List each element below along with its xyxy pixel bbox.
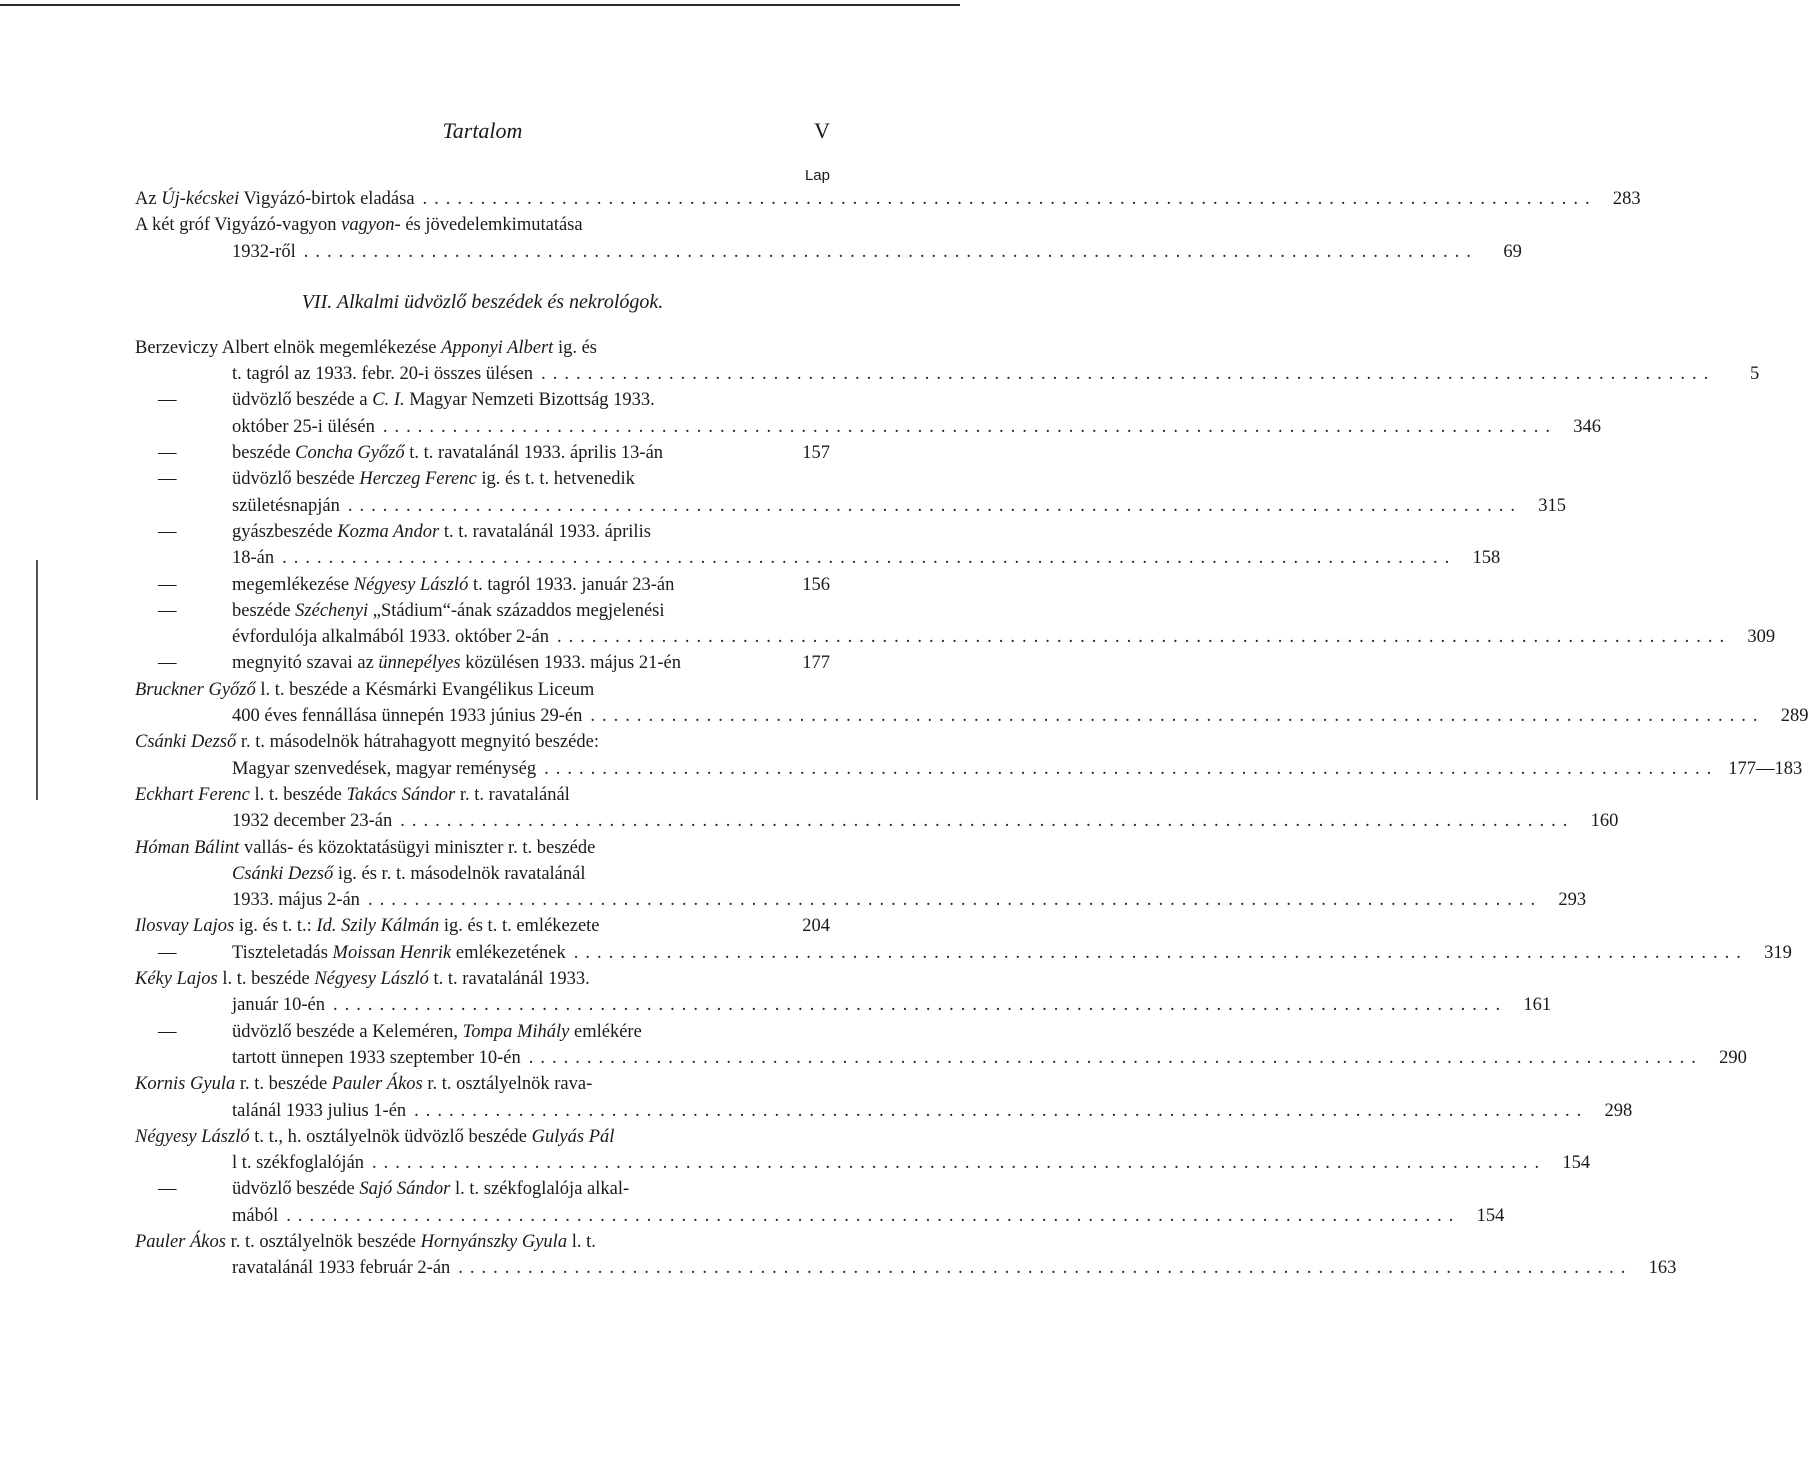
toc-entry-page: 319 [1764,942,1792,963]
dot-leader [375,414,1557,440]
top-border-line [0,4,960,6]
page-number: V [814,118,830,143]
toc-entry [135,1045,1747,1071]
dot-leader [521,1045,1703,1071]
spacer [614,1124,786,1150]
toc-entry-text: — Tiszteletadás Moissan Henrik emlékezetének [158,940,566,966]
spacer [135,265,830,279]
toc-entry [135,861,830,887]
toc-entry-text: január 10-én [232,995,325,1016]
toc-entry-text: Négyesy László t. t., h. osztályelnök üdvözlő beszéde Gulyás Pál [135,1126,615,1147]
spacer [597,335,786,361]
toc-entry [135,1071,830,1097]
toc-entry-text: évfordulója alkalmából 1933. október 2-án [232,627,549,648]
toc-entry [135,940,1792,966]
toc-entry-page: 289 [1780,706,1809,727]
toc-entry-page: 283 [1612,189,1641,209]
toc-entry-page: 69 [1503,241,1522,262]
toc-entry-text: A két gróf Vigyázó-vagyon vagyon- és jövedelemkimutatása [135,215,583,236]
toc-entry-text: Csánki Dezső r. t. másodelnök hátrahagyott megnyitó beszéde: [135,732,599,753]
toc-entry-text: 400 éves fennállása ünnepén 1933 június 29-én [232,706,583,727]
toc-entry [135,624,1776,650]
toc-entry-page [786,598,830,624]
margin-line [36,560,38,800]
toc-entry-page: 298 [1604,1100,1633,1121]
toc-entry [135,887,1587,913]
toc-entry-page: 290 [1719,1047,1747,1068]
toc-entry-page [786,387,830,413]
toc-entry-text: — üdvözlő beszéde Sajó Sándor l. t. székfoglalója alkal- [158,1176,629,1202]
toc-entry-page: 5 [1749,364,1760,385]
toc-entry-text: — megnyitó szavai az ünnepélyes közülésen 1933. május 21-én [158,650,681,676]
toc-entry-text: születésnapján [232,495,340,516]
spacer [635,466,786,492]
dot-leader [406,1098,1588,1124]
toc-entry [135,440,830,466]
toc-entry [135,650,830,676]
spacer [681,650,786,676]
toc-entry-text: — megemlékezése Négyesy László t. tagról 1933. január 23-án [158,572,674,598]
dot-leader [364,1150,1546,1176]
toc-entry [135,966,830,992]
toc-entry-text: — üdvözlő beszéde Herczeg Ferenc ig. és t. t. hetvenedik [158,466,635,492]
section-heading [135,285,830,319]
toc-entry-page [786,782,830,808]
toc-entry-text: — üdvözlő beszéde a C. I. Magyar Nemzeti Bizottság 1933. [158,387,655,413]
spacer [596,1229,786,1255]
toc-entry-page: 154 [1476,1205,1505,1226]
toc-entry-text: Pauler Ákos r. t. osztályelnök beszéde Hornyánszky Gyula l. t. [135,1231,596,1252]
toc-entry-page [786,466,830,492]
toc-entry-text: Ilosvay Lajos ig. és t. t.: Id. Szily Kálmán ig. és t. t. emlékezete [135,916,600,937]
toc-entry-page: 161 [1523,995,1552,1016]
toc-group-a [135,186,1641,265]
dot-leader [360,887,1542,913]
spacer [663,440,786,466]
toc-entry-text: — gyászbeszéde Kozma Andor t. t. ravatalánál 1933. április [158,519,651,545]
toc-entry [135,677,830,703]
toc-entry [135,387,830,413]
spacer [600,913,786,939]
spacer [594,677,786,703]
toc-group-b [135,335,1809,1282]
toc-entry [135,239,1522,265]
toc-entry-page [786,1176,830,1202]
toc-entry [135,598,830,624]
toc-entry-text: Bruckner Győző l. t. beszéde a Késmárki Evangélikus Liceum [135,679,595,700]
toc-entry [135,414,1601,440]
toc-entry-page: 154 [1562,1153,1591,1174]
toc-entry-text: — üdvözlő beszéde a Keleméren, Tompa Mihály emlékére [158,1019,642,1045]
spacer [586,861,787,887]
toc-entry [135,1098,1633,1124]
toc-entry-page: 346 [1573,416,1601,437]
dot-leader [536,756,1718,782]
toc-entry-page: 177—183 [1728,758,1803,779]
toc-entries [135,186,1809,1282]
dot-leader [566,940,1748,966]
toc-entry [135,1176,830,1202]
toc-entry-page: 160 [1590,811,1619,832]
dot-leader [392,808,1574,834]
toc-entry [135,466,830,492]
spacer [665,598,786,624]
page-title: Tartalom [442,118,523,143]
toc-entry [135,782,830,808]
toc-entry-page [786,835,830,861]
toc-entry-text: — beszéde Széchenyi „Stádium“-ának századdos megjelenési [158,598,665,624]
page-column-label: Lap [804,167,830,184]
spacer [595,835,786,861]
toc-entry-text: Kéky Lajos l. t. beszéde Négyesy László t. t. ravatalánál 1933. [135,969,590,990]
toc-entry-text: t. tagról az 1933. febr. 20-i összes ülésen [232,364,534,385]
toc-entry-text: 18-án [232,548,275,569]
toc-entry [135,572,830,598]
page-header [135,118,830,148]
toc-entry [135,835,830,861]
toc-entry-text: ravatalánál 1933 február 2-án [232,1258,451,1279]
toc-entry [135,1124,830,1150]
spacer [592,1071,786,1097]
toc-entry [135,212,830,238]
toc-entry-page: 163 [1648,1258,1677,1279]
toc-entry-page: 309 [1747,627,1776,648]
toc-entry-text: tartott ünnepen 1933 szeptember 10-én [232,1047,521,1068]
toc-entry-page [786,335,830,361]
toc-entry-page [786,519,830,545]
toc-entry [135,493,1566,519]
section-heading-text: VII. Alkalmi üdvözlő beszédek és nekrológok. [301,290,664,313]
dot-leader [296,239,1478,265]
toc-entry-text: Magyar szenvedések, magyar reménység [232,758,537,779]
dot-leader [278,1203,1460,1229]
toc-entry-page [786,1071,830,1097]
toc-entry-text: — beszéde Concha Győző t. t. ravatalánál 1933. április 13-án [158,440,663,466]
toc-entry [135,1229,830,1255]
toc-entry [135,335,830,361]
toc-entry [135,703,1809,729]
toc-entry-page: 177 [802,653,830,674]
dot-leader [415,186,1597,212]
spacer [599,729,786,755]
toc-entry-page [786,677,830,703]
toc-entry [135,729,830,755]
toc-entry [135,1203,1505,1229]
toc-entry [135,1150,1591,1176]
toc-entry-text: Hóman Bálint vallás- és közoktatásügyi miniszter r. t. beszéde [135,837,596,858]
toc-entry-text: Berzeviczy Albert elnök megemlékezése Apponyi Albert ig. és [135,337,598,358]
toc-entry-text: l t. székfoglalóján [232,1153,365,1174]
spacer [629,1176,786,1202]
toc-entry-page [786,212,830,238]
toc-entry [135,913,830,939]
toc-entry [135,361,1760,387]
dot-leader [340,493,1522,519]
toc-entry [135,1255,1677,1281]
spacer [674,572,786,598]
toc-entry-text: mából [232,1205,279,1226]
dot-leader [582,703,1764,729]
toc-entry-text: Kornis Gyula r. t. beszéde Pauler Ákos r. t. osztályelnök rava- [135,1074,593,1095]
spacer [642,1019,786,1045]
dot-leader [325,992,1507,1018]
toc-entry-text: talánál 1933 julius 1-én [232,1100,407,1121]
dot-leader [549,624,1731,650]
spacer [590,966,786,992]
toc-entry-page [786,966,830,992]
toc-entry-page [786,729,830,755]
spacer [651,519,786,545]
spacer [583,212,786,238]
spacer [655,387,786,413]
toc-entry-text: Az Új-kécskei Vigyázó-birtok eladása [135,189,415,209]
dot-leader [274,545,1456,571]
dot-leader [450,1255,1632,1281]
toc-entry [135,808,1619,834]
toc-entry-page [786,1229,830,1255]
toc-entry-text: 1932 december 23-án [232,811,393,832]
toc-entry-page [786,861,830,887]
toc-entry-page: 156 [802,574,830,595]
toc-entry-page: 315 [1538,495,1566,516]
toc-entry [135,992,1552,1018]
toc-entry-text: Csánki Dezső ig. és r. t. másodelnök ravatalánál [232,863,586,884]
toc-entry-text: 1933. május 2-án [232,890,360,911]
toc-entry-page: 204 [802,916,830,937]
toc-entry-page: 157 [802,443,830,464]
toc-entry [135,519,830,545]
toc-entry [135,186,1641,212]
spacer [570,782,786,808]
toc-entry-page [786,1019,830,1045]
toc-entry [135,756,1803,782]
dot-leader [533,361,1715,387]
toc-entry [135,545,1501,571]
toc-entry-page: 158 [1472,548,1501,569]
spacer [135,321,830,335]
toc-entry [135,1019,830,1045]
toc-entry-text: 1932-ről [232,241,296,262]
toc-entry-text: Eckhart Ferenc l. t. beszéde Takács Sándor r. t. ravatalánál [135,784,570,805]
toc-entry-text: október 25-i ülésén [232,416,375,437]
toc-entry-page [786,1124,830,1150]
toc-entry-page: 293 [1558,890,1587,911]
